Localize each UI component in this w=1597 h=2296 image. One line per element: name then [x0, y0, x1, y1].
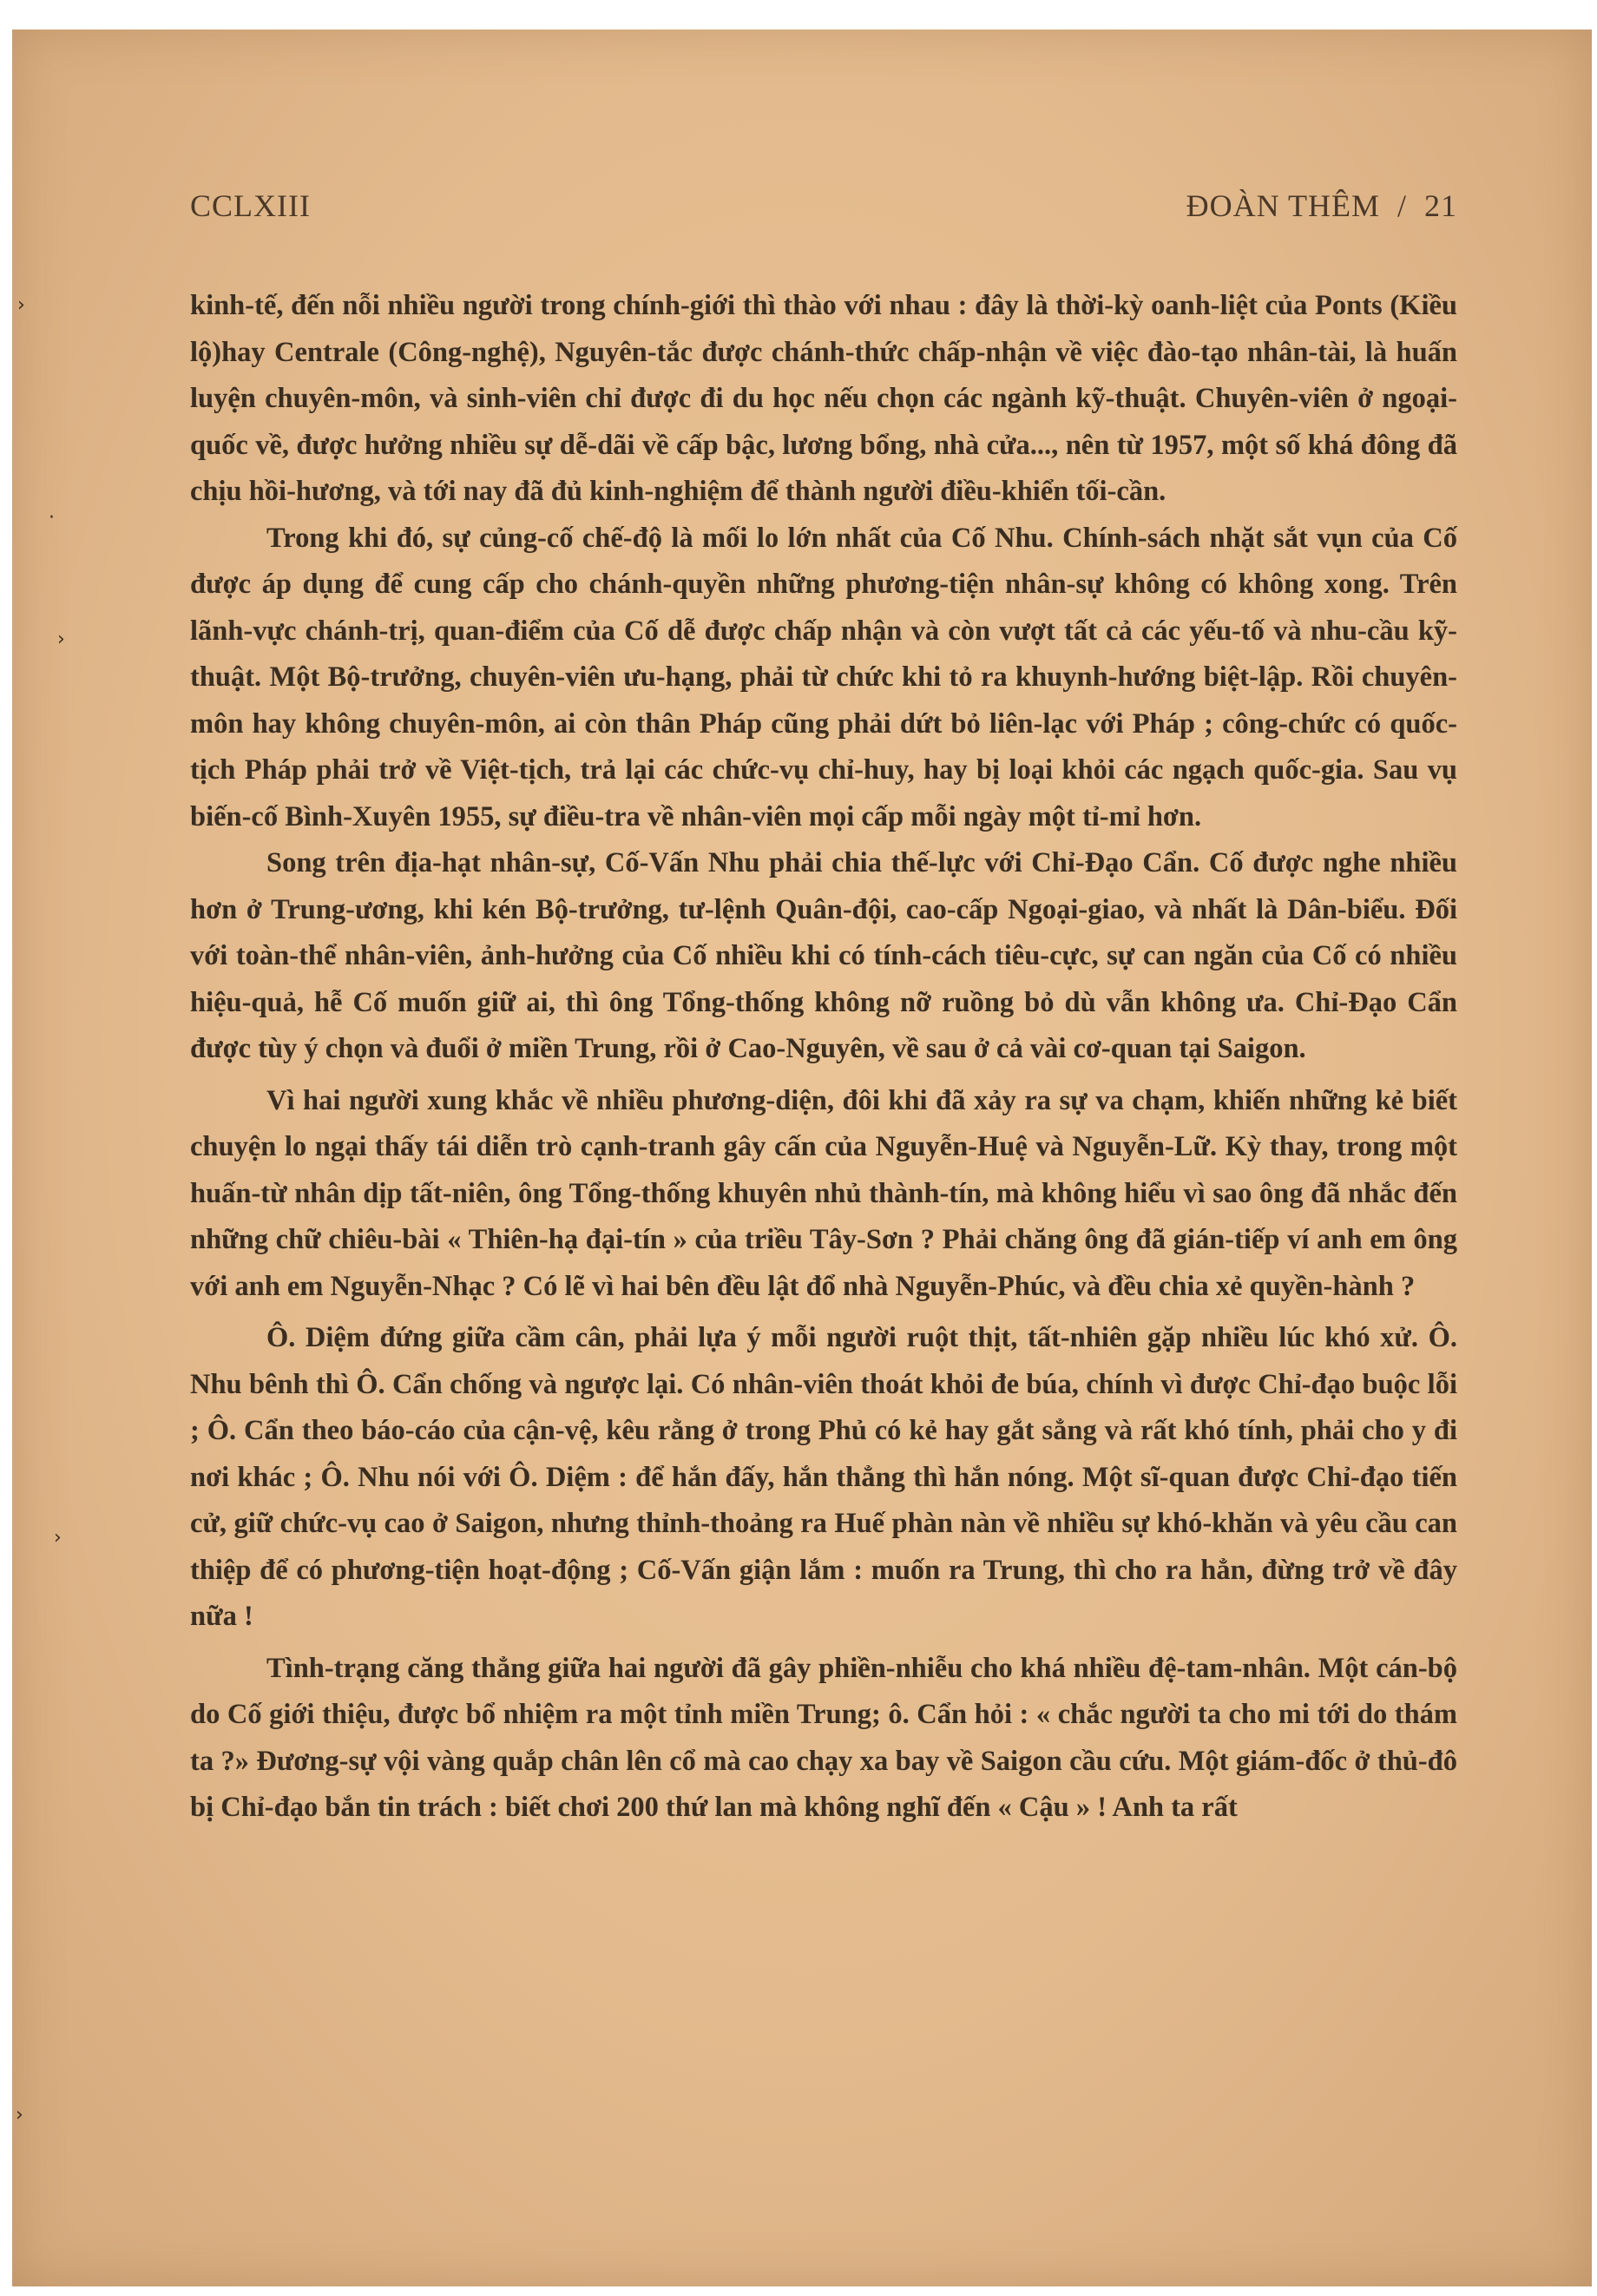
binding-mark: ›: [16, 2104, 23, 2126]
author-page-number: ĐOÀN THÊM / 21: [1186, 188, 1457, 223]
paragraph: Song trên địa-hạt nhân-sự, Cố-Vấn Nhu phải chia thế-lực với Chỉ-Đạo Cẩn. Cố được nghe nhiều hơn ở Trung-ương, khi kén Bộ-trưởng, tư-lệnh Quân-đội, cao-cấp Ngoại-giao, và nhất là Dân-biểu. Đối với toàn-thể nhân-viên, ảnh-hưởng của Cố nhiều khi có tính-cách tiêu-cực, sự can ngăn của Cố có nhiều hiệu-quả, hễ Cố muốn giữ ai, thì ông Tổng-thống không nỡ ruồng bỏ dù vẫn không ưa. Chỉ-Đạo Cẩn được tùy ý chọn và đuổi ở miền Trung, rồi ở Cao-Nguyên, về sau ở cả vài cơ-quan tại Saigon.: [190, 847, 1457, 1064]
scanned-page: [12, 30, 1592, 2286]
binding-mark: ›: [17, 294, 25, 316]
paragraph: kinh-tế, đến nỗi nhiều người trong chính-giới thì thào với nhau : đây là thời-kỳ oanh-liệt của Ponts (Kiều lộ)hay Centrale (Công-nghệ), Nguyên-tắc được chánh-thức chấp-nhận về việc đào-tạo nhân-tài, là huấn luyện chuyên-môn, và sinh-viên chỉ được đi du học nếu chọn các ngành kỹ-thuật. Chuyên-viên ở ngoại-quốc về, được hưởng nhiều sự dễ-dãi về cấp bậc, lương bổng, nhà cửa..., nên từ 1957, một số khá đông đã chịu hồi-hương, và tới nay đã đủ kinh-nghiệm để thành người điều-khiển tối-cần.: [190, 290, 1457, 507]
paragraph: Trong khi đó, sự củng-cố chế-độ là mối lo lớn nhất của Cố Nhu. Chính-sách nhặt sắt vụn của Cố được áp dụng để cung cấp cho chánh-quyền những phương-tiện nhân-sự không có không xong. Trên lãnh-vực chánh-trị, quan-điểm của Cố dễ được chấp nhận và còn vượt tất cả các yếu-tố và nhu-cầu kỹ-thuật. Một Bộ-trưởng, chuyên-viên ưu-hạng, phải từ chức khi tỏ ra khuynh-hướng biệt-lập. Rồi chuyên-môn hay không chuyên-môn, ai còn thân Pháp cũng phải dứt bỏ liên-lạc với Pháp ; công-chức có quốc-tịch Pháp phải trở về Việt-tịch, trả lại các chức-vụ chỉ-huy, hay bị loại khỏi các ngạch quốc-gia. Sau vụ biến-cố Bình-Xuyên 1955, sự điều-tra về nhân-viên mọi cấp mỗi ngày một tỉ-mỉ hơn.: [190, 522, 1457, 832]
chapter-number: CCLXIII: [190, 188, 311, 223]
paragraph: Ô. Diệm đứng giữa cầm cân, phải lựa ý mỗi người ruột thịt, tất-nhiên gặp nhiều lúc khó xử. Ô. Nhu bênh thì Ô. Cẩn chống và ngược lại. Có nhân-viên thoát khỏi đe búa, chính vì được Chỉ-đạo buộc lỗi ; Ô. Cẩn theo báo-cáo của cận-vệ, kêu rằng ở trong Phủ có kẻ hay gắt sẳng và rất khó tính, phải cho y đi nơi khác ; Ô. Nhu nói với Ô. Diệm : để hắn đấy, hắn thẳng thì hắn nóng. Một sĩ-quan được Chỉ-đạo tiến cử, giữ chức-vụ cao ở Saigon, nhưng thỉnh-thoảng ra Huế phàn nàn về nhiều sự khó-khăn và yêu cầu can thiệp để có phương-tiện hoạt-động ; Cố-Vấn giận lắm : muốn ra Trung, thì cho ra hẳn, đừng trở về đây nữa !: [190, 1322, 1457, 1632]
body-text: [190, 283, 1457, 1832]
page-header: [190, 187, 1457, 240]
binding-mark: ·: [49, 507, 55, 529]
binding-mark: ›: [54, 1527, 62, 1549]
paragraph: Vì hai người xung khắc về nhiều phương-diện, đôi khi đã xảy ra sự va chạm, khiến những kẻ biết chuyện lo ngại thấy tái diễn trò cạnh-tranh gây cấn của Nguyễn-Huệ và Nguyễn-Lữ. Kỳ thay, trong một huấn-từ nhân dịp tất-niên, ông Tổng-thống khuyên nhủ thành-tín, mà không hiểu vì sao ông đã nhắc đến những chữ chiêu-bài « Thiên-hạ đại-tín » của triều Tây-Sơn ? Phải chăng ông đã gián-tiếp ví anh em ông với anh em Nguyễn-Nhạc ? Có lẽ vì hai bên đều lật đổ nhà Nguyễn-Phúc, và đều chia xẻ quyền-hành ?: [190, 1084, 1457, 1302]
binding-mark: ›: [57, 628, 65, 650]
paragraph: Tình-trạng căng thẳng giữa hai người đã gây phiền-nhiễu cho khá nhiều đệ-tam-nhân. Một cán-bộ do Cố giới thiệu, được bổ nhiệm ra một tỉnh miền Trung; ô. Cẩn hỏi : « chắc người ta cho mi tới do thám ta ?» Đương-sự vội vàng quắp chân lên cổ mà cao chạy xa bay về Saigon cầu cứu. Một giám-đốc ở thủ-đô bị Chỉ-đạo bắn tin trách : biết chơi 200 thứ lan mà không nghĩ đến « Cậu » ! Anh ta rất: [190, 1652, 1457, 1823]
